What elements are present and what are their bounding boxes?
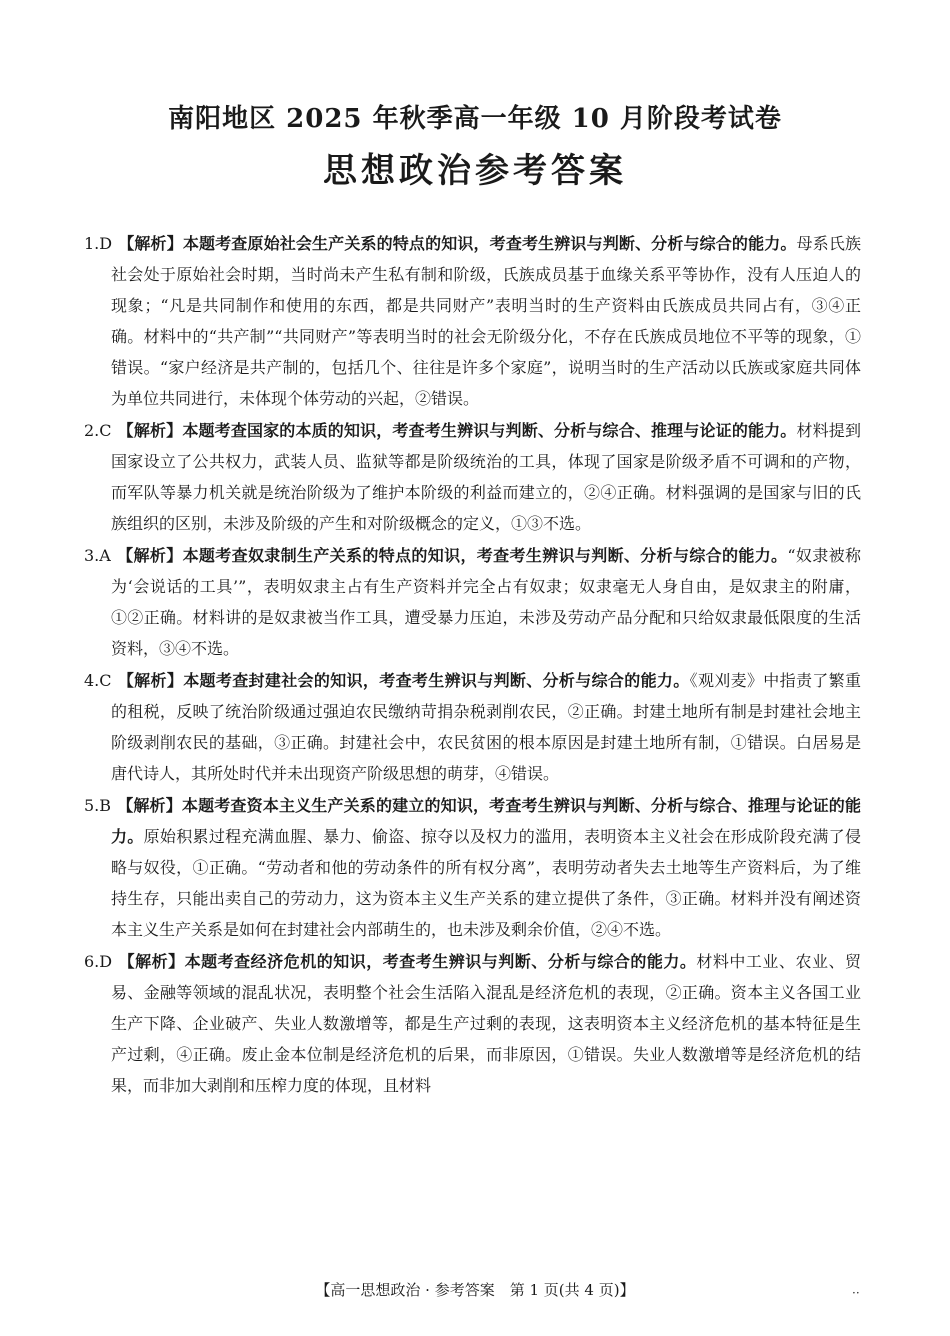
answer-number: 3.A <box>84 546 111 565</box>
answer-lead: 本题考查原始社会生产关系的特点的知识，考查考生辨识与判断、分析与综合的能力。 <box>182 234 797 253</box>
answer-lead: 本题考查国家的本质的知识，考查考生辨识与判断、分析与综合、推理与论证的能力。 <box>182 421 797 440</box>
answer-item-2 <box>84 415 861 539</box>
answer-body: 材料中工业、农业、贸易、金融等领域的混乱状况，表明整个社会生活陷入混乱是经济危机的表现，②正确。资本主义各国工业生产下降、企业破产、失业人数激增等，都是生产过剩的表现，这表明资本主义经济危机的基本特征是生产过剩，④正确。废止金本位制是经济危机的后果，而非原因，①错误。失业人数激增等是经济危机的结果，而非加大剥削和压榨力度的体现，且材料 <box>111 952 861 1095</box>
answer-body: 《观刈麦》中指责了繁重的租税，反映了统治阶级通过强迫农民缴纳苛捐杂税剥削农民，②正确。封建土地所有制是封建社会地主阶级剥削农民的基础，③正确。封建社会中，农民贫困的根本原因是封建土地所有制，①错误。白居易是唐代诗人，其所处时代并未出现资产阶级思想的萌芽，④错误。 <box>111 671 861 783</box>
answer-body: “奴隶被称为‘会说话的工具’”，表明奴隶主占有生产资料并完全占有奴隶；奴隶毫无人身自由，是奴隶主的附庸，①②正确。材料讲的是奴隶被当作工具，遭受暴力压迫，未涉及劳动产品分配和只给奴隶最低限度的生活资料，③④不选。 <box>111 546 861 658</box>
answer-list <box>84 228 861 1102</box>
analysis-tag: 【解析】 <box>116 546 183 565</box>
answer-item-4 <box>84 665 861 789</box>
page-footer: 【高一思想政治 · 参考答案 第 1 页(共 4 页)】 <box>315 1281 635 1299</box>
corner-mark: ·· <box>852 1286 860 1300</box>
answer-item-1 <box>84 228 861 414</box>
answer-lead: 本题考查封建社会的知识，考查考生辨识与判断、分析与综合的能力。 <box>183 671 690 690</box>
answer-item-6 <box>84 946 861 1101</box>
answer-body: 材料提到国家设立了公共权力，武装人员、监狱等都是阶级统治的工具，体现了国家是阶级矛盾不可调和的产物，而军队等暴力机关就是统治阶级为了维护本阶级的利益而建立的，②④正确。材料强调的是国家与旧的氏族组织的区别，未涉及阶级的产生和对阶级概念的定义，①③不选。 <box>111 421 861 533</box>
answer-number: 6.D <box>84 952 113 971</box>
analysis-tag: 【解析】 <box>117 671 184 690</box>
answer-body: 母系氏族社会处于原始社会时期，当时尚未产生私有制和阶级，氏族成员基于血缘关系平等协作，没有人压迫人的现象；“凡是共同制作和使用的东西，都是共同财产”表明当时的生产资料由氏族成员共同占有，③④正确。材料中的“共产制”“共同财产”等表明当时的社会无阶级分化，不存在氏族成员地位不平等的现象，①错误。“家户经济是共产制的，包括几个、往往是许多个家庭”，说明当时的生产活动以氏族或家庭共同体为单位共同进行，未体现个体劳动的兴起，②错误。 <box>111 234 861 408</box>
answer-body: 原始积累过程充满血腥、暴力、偷盗、掠夺以及权力的滥用，表明资本主义社会在形成阶段充满了侵略与奴役，①正确。“劳动者和他的劳动条件的所有权分离”，表明劳动者失去土地等生产资料后，为了维持生存，只能出卖自己的劳动力，这为资本主义生产关系的建立提供了条件，③正确。材料并没有阐述资本主义生产关系是如何在封建社会内部萌生的，也未涉及剩余价值，②④不选。 <box>111 827 861 939</box>
analysis-tag: 【解析】 <box>118 952 185 971</box>
answer-number: 5.B <box>84 796 112 815</box>
answer-lead: 本题考查经济危机的知识，考查考生辨识与判断、分析与综合的能力。 <box>184 952 697 971</box>
answer-number: 4.C <box>84 671 112 690</box>
answer-number: 2.C <box>84 421 112 440</box>
answer-key-title: 思想政治参考答案 <box>323 151 627 191</box>
analysis-tag: 【解析】 <box>117 796 182 815</box>
analysis-tag: 【解析】 <box>118 234 183 253</box>
answer-number: 1.D <box>84 234 113 253</box>
analysis-tag: 【解析】 <box>117 421 183 440</box>
answer-lead: 本题考查资本主义生产关系的建立的知识，考查考生辨识与判断、分析与综合、推理与论证的能力。 <box>111 796 861 846</box>
answer-item-5 <box>84 790 861 945</box>
exam-title: 南阳地区 2025 年秋季高一年级 10 月阶段考试卷 <box>168 104 782 134</box>
document-header <box>0 100 950 194</box>
answer-lead: 本题考查奴隶制生产关系的特点的知识，考查考生辨识与判断、分析与综合的能力。 <box>182 546 788 565</box>
answer-item-3 <box>84 540 861 664</box>
